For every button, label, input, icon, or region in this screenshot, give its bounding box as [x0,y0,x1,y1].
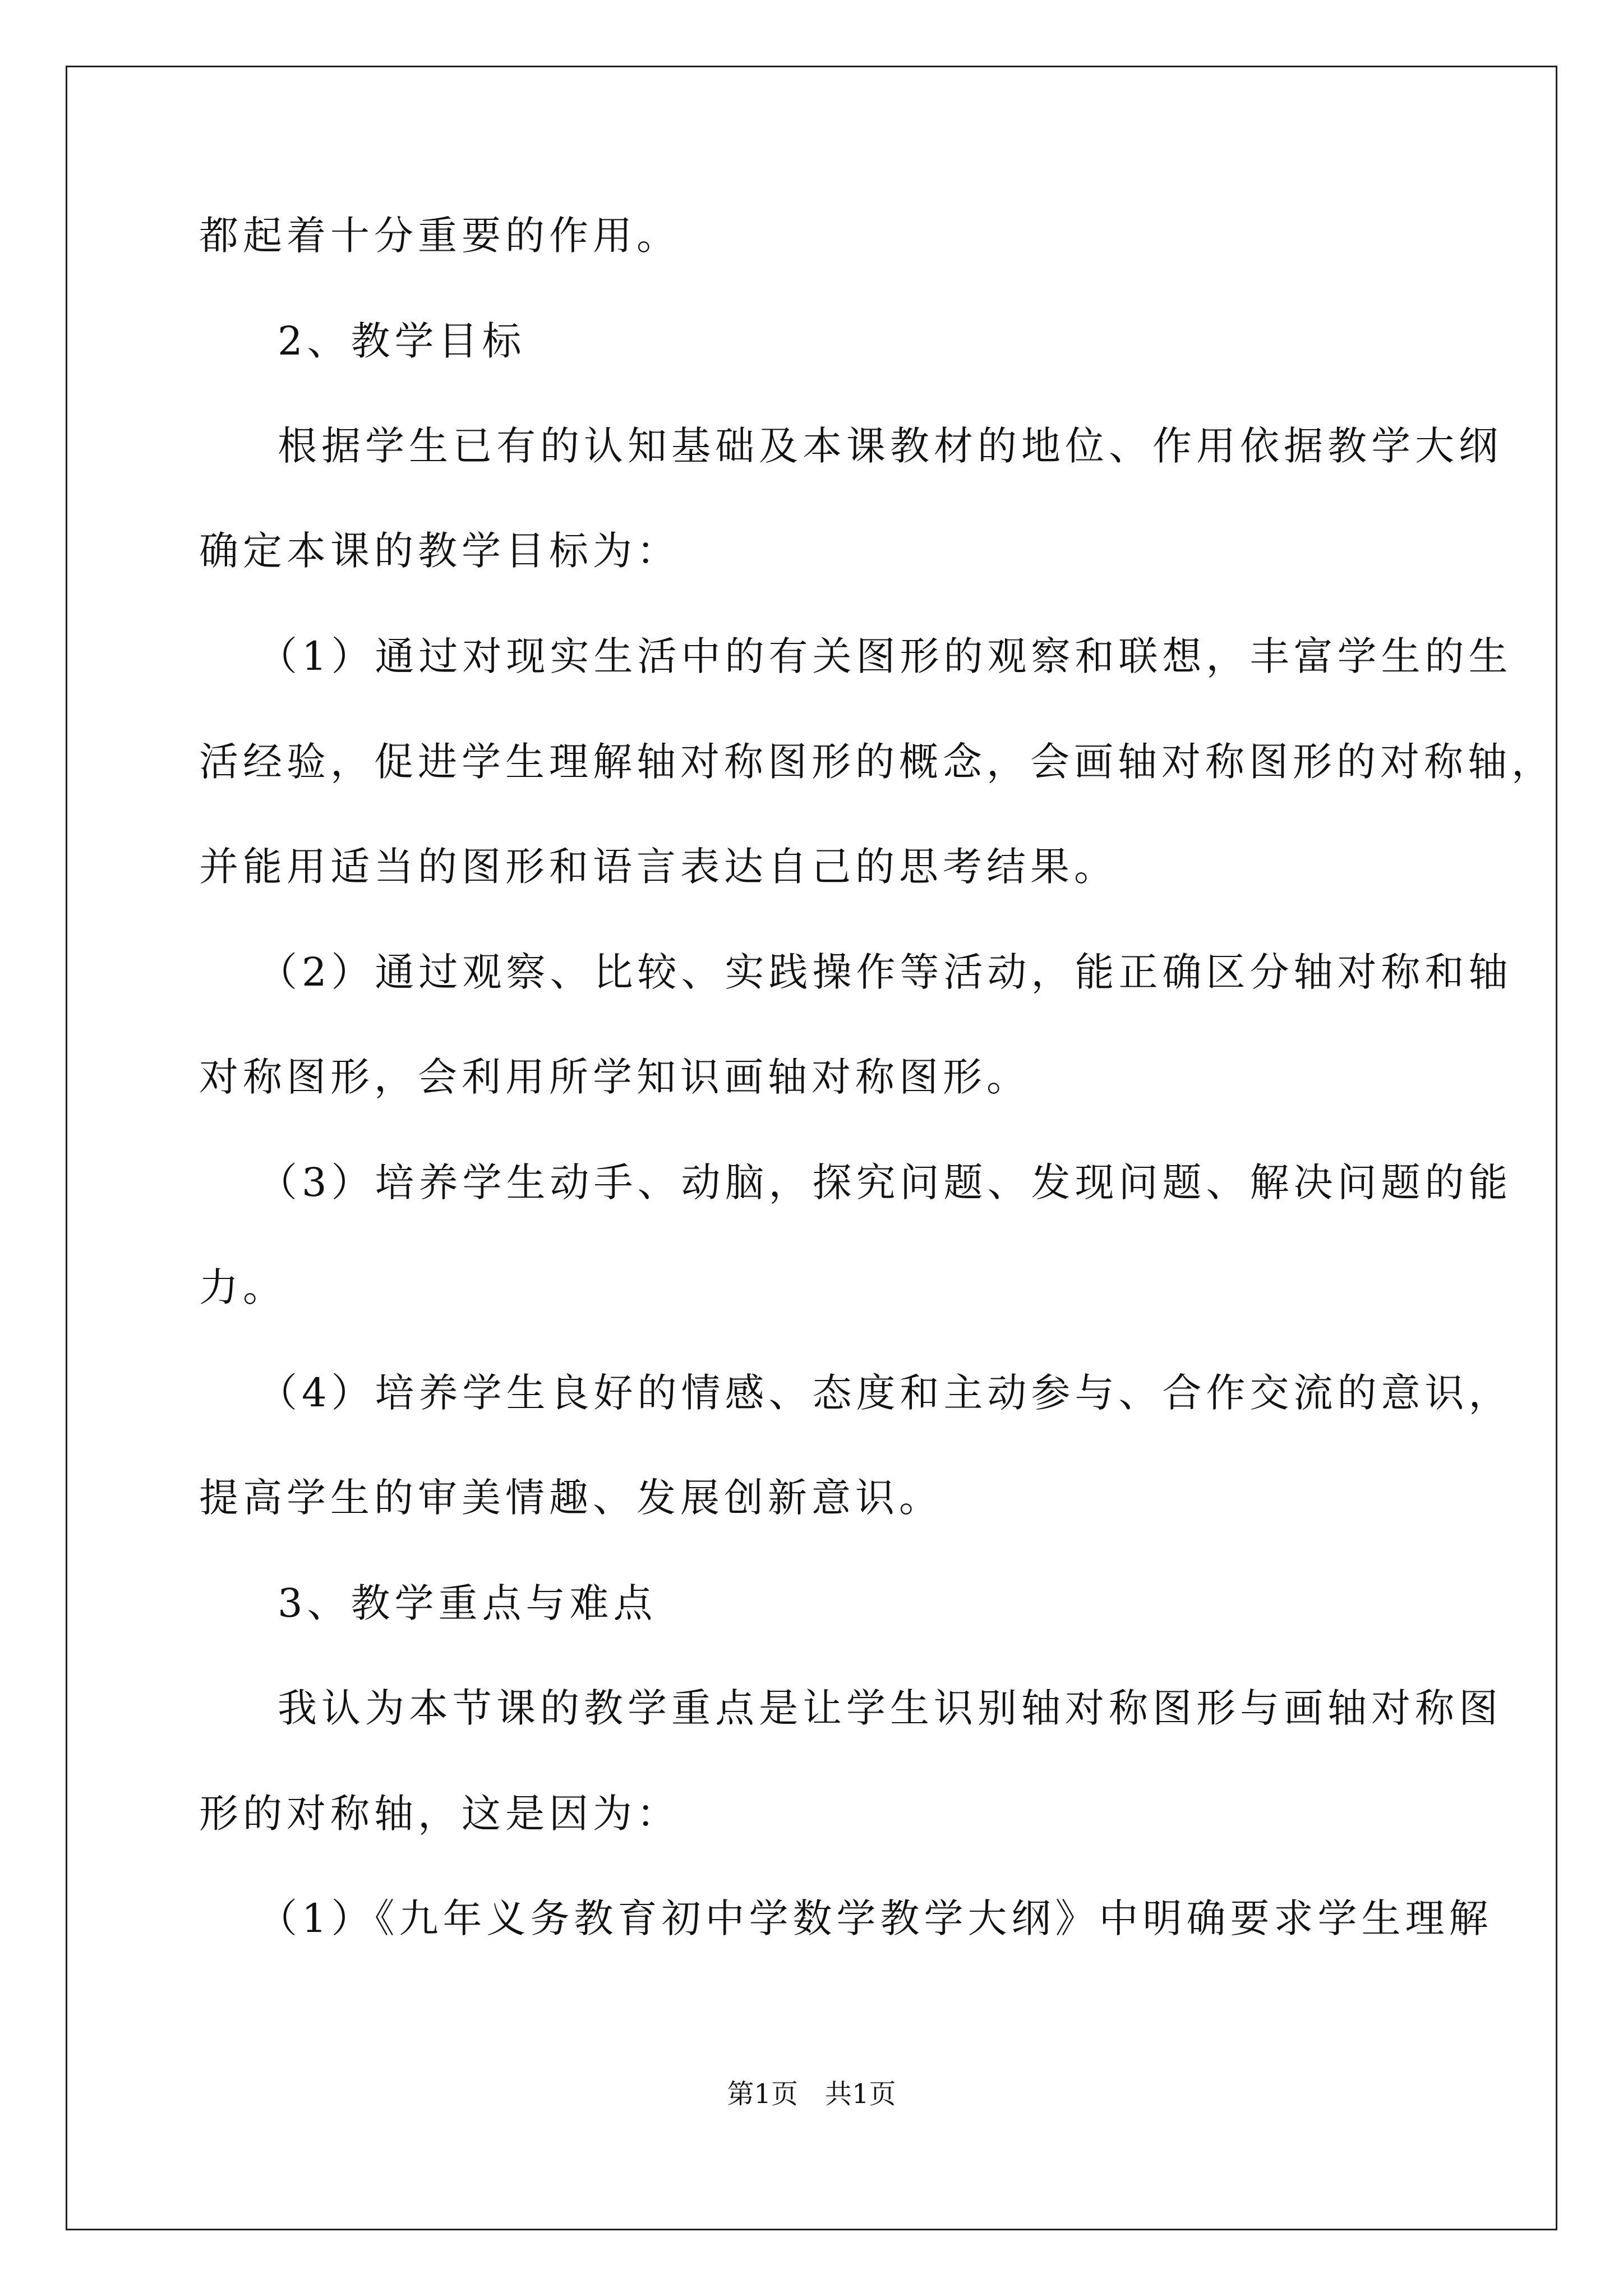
text-line: 力。 [199,1264,287,1310]
section-heading: 3、教学重点与难点 [278,1580,657,1626]
text-line: 活经验，促进学生理解轴对称图形的概念，会画轴对称图形的对称轴， [199,739,1555,785]
text-line: 都起着十分重要的作用。 [199,213,680,259]
text-line: （4）培养学生良好的情感、态度和主动参与、合作交流的意识， [258,1370,1513,1416]
page-footer: 第1页 共1页 [727,2078,896,2110]
text-line: 并能用适当的图形和语言表达自己的思考结果。 [199,844,1118,890]
text-line: 确定本课的教学目标为： [199,528,680,574]
text-line: 我认为本节课的教学重点是让学生识别轴对称图形与画轴对称图 [278,1685,1502,1731]
text-line: （3）培养学生动手、动脑，探究问题、发现问题、解决问题的能 [258,1159,1513,1205]
text-line: 形的对称轴，这是因为： [199,1791,680,1837]
section-heading: 2、教学目标 [278,318,526,364]
text-line: 提高学生的审美情趣、发展创新意识。 [199,1475,943,1521]
text-line: 对称图形，会利用所学知识画轴对称图形。 [199,1054,1030,1100]
text-line: （2）通过观察、比较、实践操作等活动，能正确区分轴对称和轴 [258,949,1513,995]
text-line: （1）《九年义务教育初中学数学教学大纲》中明确要求学生理解 [258,1895,1493,1941]
text-line: （1）通过对现实生活中的有关图形的观察和联想，丰富学生的生 [258,633,1513,679]
text-line: 根据学生已有的认知基础及本课教材的地位、作用依据教学大纲 [278,423,1502,469]
